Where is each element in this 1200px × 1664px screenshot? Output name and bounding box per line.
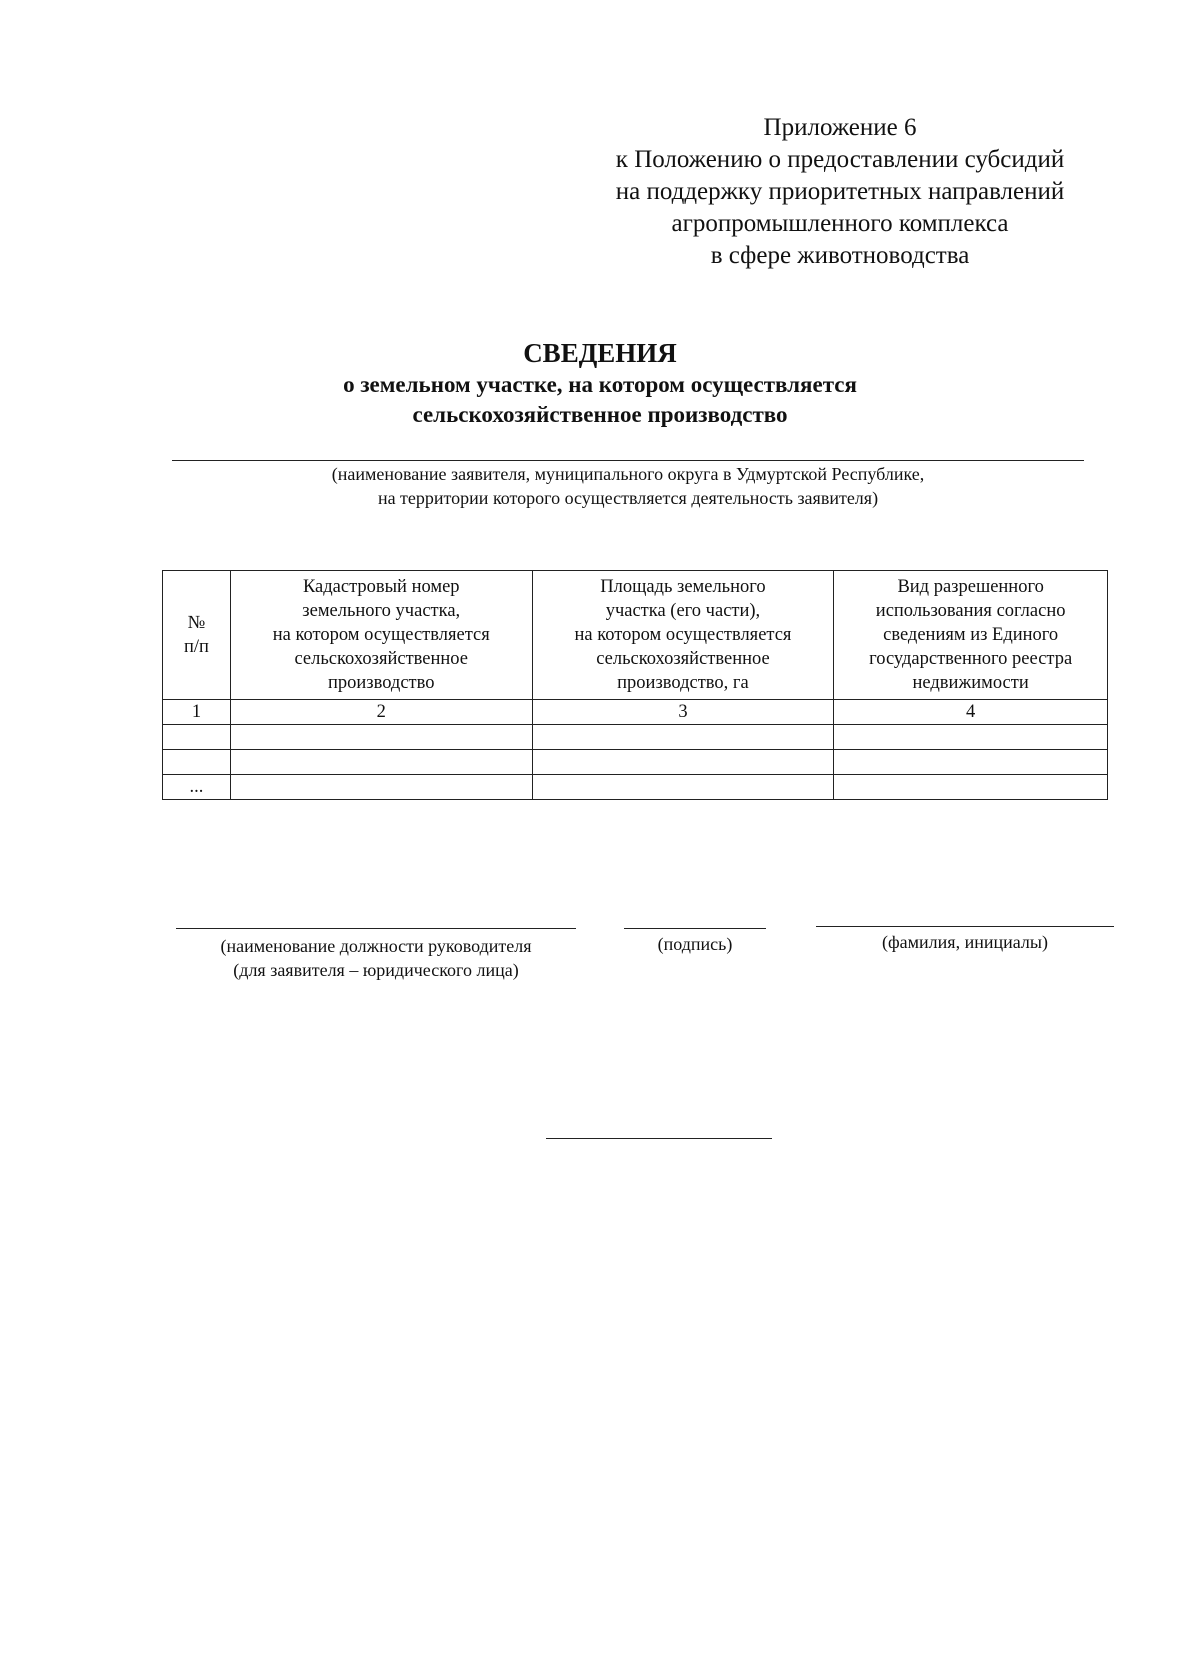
position-signature-line — [176, 928, 576, 929]
position-caption-line: (наименование должности руководителя — [220, 936, 532, 956]
table-cell[interactable] — [834, 775, 1108, 800]
table-cell[interactable] — [532, 750, 834, 775]
annex-title: Приложение 6 — [763, 114, 917, 141]
annex-line: к Положению о предоставлении субсидий — [615, 146, 1065, 173]
header-permitted-use-text: Вид разрешенного использования согласно сведениям из Единого государственного реестра недвижимости — [869, 577, 1073, 693]
header-cadastral-text: Кадастровый номер земельного участка, на котором осуществляется сельскохозяйственное производство — [272, 577, 490, 693]
annex-line: агропромышленного комплекса — [671, 210, 1009, 237]
closing-divider — [546, 1138, 772, 1139]
header-cadastral-number — [230, 571, 532, 700]
table-cell[interactable] — [532, 775, 834, 800]
column-number: 1 — [163, 700, 231, 725]
applicant-caption — [172, 462, 1084, 510]
table-header-row — [163, 571, 1108, 700]
column-number: 2 — [230, 700, 532, 725]
table-cell[interactable] — [230, 725, 532, 750]
header-area-text: Площадь земельного участка (его части), на котором осуществляется сельскохозяйственное производство, га — [574, 577, 792, 693]
table-row — [163, 750, 1108, 775]
table-cell[interactable] — [532, 725, 834, 750]
name-caption: (фамилия, инициалы) — [882, 932, 1048, 952]
table-cell[interactable] — [163, 725, 231, 750]
position-caption-line: (для заявителя – юридического лица) — [233, 960, 519, 980]
position-caption — [176, 934, 576, 982]
column-number: 4 — [834, 700, 1108, 725]
header-number — [163, 571, 231, 700]
applicant-caption-line: на территории которого осуществляется деятельность заявителя) — [377, 488, 879, 508]
table-cell[interactable] — [163, 750, 231, 775]
applicant-name-line — [172, 460, 1084, 461]
applicant-caption-line: (наименование заявителя, муниципального округа в Удмуртской Республике, — [331, 464, 925, 484]
annex-header — [560, 112, 1120, 272]
title-subtitle-line: сельскохозяйственное производство — [412, 402, 788, 427]
table-cell[interactable] — [834, 750, 1108, 775]
name-signature-line — [816, 926, 1114, 927]
annex-line: на поддержку приоритетных направлений — [615, 178, 1065, 205]
table-cell[interactable] — [834, 725, 1108, 750]
table-row — [163, 725, 1108, 750]
document-title — [220, 336, 980, 430]
land-plot-table — [162, 570, 1108, 800]
table-cell-ellipsis[interactable]: ... — [163, 775, 231, 800]
header-number-text: № п/п — [183, 613, 209, 657]
signature-caption: (подпись) — [657, 934, 733, 954]
title-main: СВЕДЕНИЯ — [523, 338, 677, 368]
signature-line — [624, 928, 766, 929]
column-number-row — [163, 700, 1108, 725]
table-cell[interactable] — [230, 750, 532, 775]
table-cell[interactable] — [230, 775, 532, 800]
title-subtitle-line: о земельном участке, на котором осуществляется — [343, 372, 857, 397]
header-area — [532, 571, 834, 700]
column-number: 3 — [532, 700, 834, 725]
table-row — [163, 775, 1108, 800]
header-permitted-use — [834, 571, 1108, 700]
annex-line: в сфере животноводства — [710, 242, 970, 269]
